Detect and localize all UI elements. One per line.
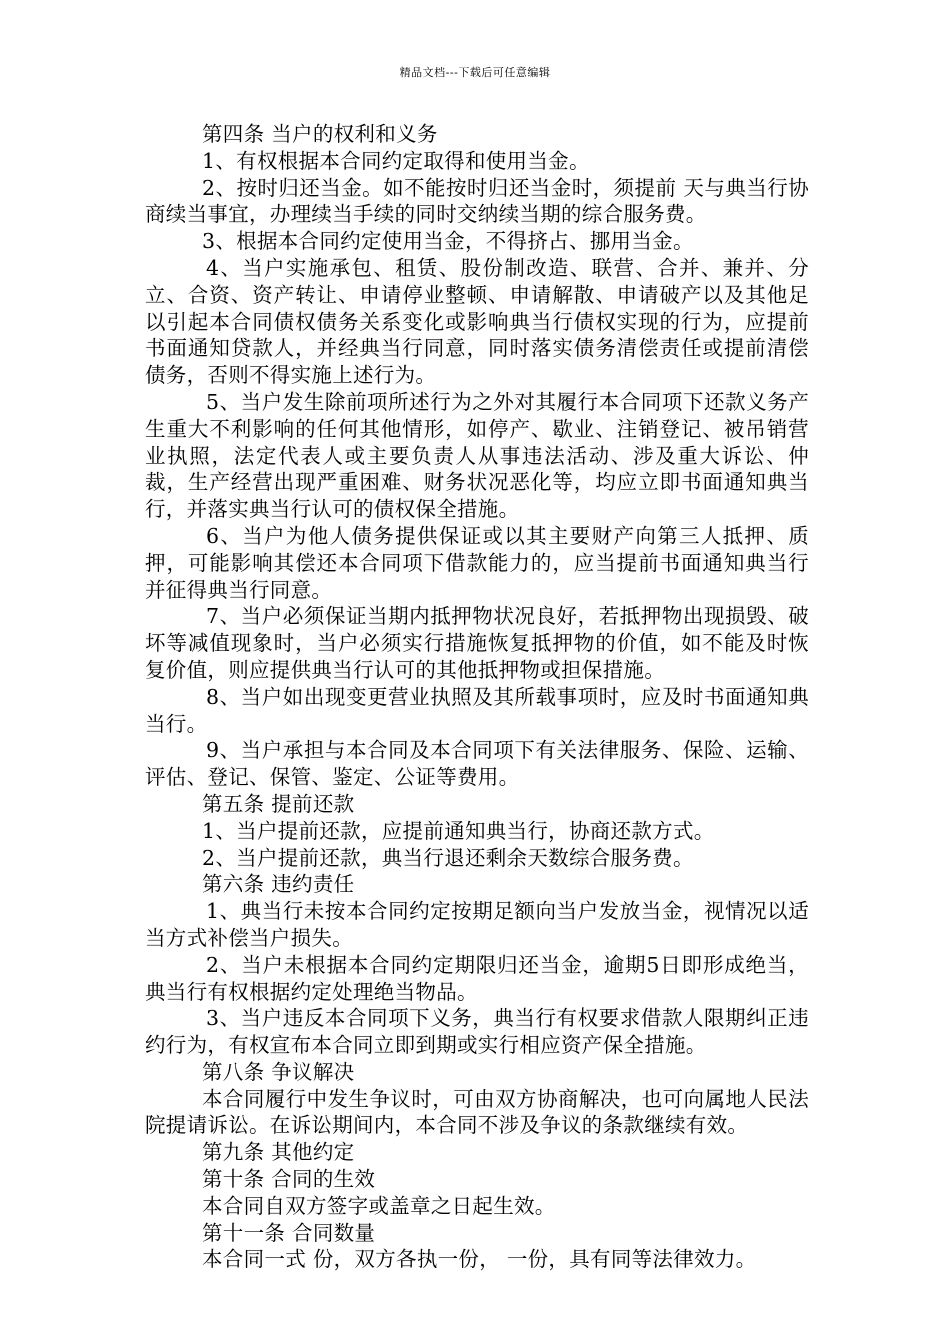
article-11-body: 本合同一式 份，双方各执一份， 一份，具有同等法律效力。 xyxy=(202,1247,757,1272)
article-8-body: 本合同履行中发生争议时，可由双方协商解决，也可向属地人民法院提请诉讼。在诉讼期间内，本合同不涉及争议的条款继续有效。 xyxy=(145,1086,809,1138)
article-4-clause-4: 4、当户实施承包、租赁、股份制改造、联营、合并、兼并、分立、合资、资产转让、申请停业整顿、申请解散、申请破产以及其他足以引起本合同债权债务关系变化或影响典当行债权实现的行为，应提前书面通知贷款人，并经典当行同意，同时落实债务清偿责任或提前清偿债务，否则不得实施上述行为。 xyxy=(145,255,809,388)
article-11-heading: 第十一条 合同数量 xyxy=(202,1220,376,1245)
article-4-clause-5: 5、当户发生除前项所述行为之外对其履行本合同项下还款义务产生重大不利影响的任何其他情形，如停产、歇业、注销登记、被吊销营业执照，法定代表人或主要负责人从事违法活动、涉及重大诉讼、仲裁，生产经营出现严重困难、财务状况恶化等，均应立即书面通知典当行，并落实典当行认可的债权保全措施。 xyxy=(145,389,809,522)
article-6-heading: 第六条 违约责任 xyxy=(202,872,355,897)
article-6-clause-2: 2、当户未根据本合同约定期限归还当金，逾期5日即形成绝当，典当行有权根据约定处理绝当物品。 xyxy=(145,952,809,1004)
article-4-clause-8: 8、当户如出现变更营业执照及其所载事项时，应及时书面通知典当行。 xyxy=(145,684,809,736)
article-4-clause-2: 2、按时归还当金。如不能按时归还当金时，须提前 天与典当行协商续当事宜，办理续当手续的同时交纳续当期的综合服务费。 xyxy=(145,175,809,227)
article-5-heading: 第五条 提前还款 xyxy=(202,791,355,816)
article-9-heading: 第九条 其他约定 xyxy=(202,1140,355,1165)
article-10-body: 本合同自双方签字或盖章之日起生效。 xyxy=(202,1193,556,1218)
article-6-clause-3: 3、当户违反本合同项下义务，典当行有权要求借款人限期纠正违约行为，有权宣布本合同立即到期或实行相应资产保全措施。 xyxy=(145,1006,809,1058)
article-4-clause-1: 1、有权根据本合同约定取得和使用当金。 xyxy=(202,148,590,173)
page-header: 精品文档---下载后可任意编辑 xyxy=(399,66,551,79)
article-5-clause-2: 2、当户提前还款，典当行退还剩余天数综合服务费。 xyxy=(202,845,694,870)
document-body xyxy=(145,121,809,1273)
article-8-heading: 第八条 争议解决 xyxy=(202,1059,355,1084)
article-4-heading: 第四条 当户的权利和义务 xyxy=(202,122,438,146)
article-4-clause-7: 7、当户必须保证当期内抵押物状况良好，若抵押物出现损毁、破坏等减值现象时，当户必须实行措施恢复抵押物的价值，如不能及时恢复价值，则应提供典当行认可的其他抵押物或担保措施。 xyxy=(145,604,809,682)
article-5-clause-1: 1、当户提前还款，应提前通知典当行，协商还款方式。 xyxy=(202,818,715,843)
article-4-clause-9: 9、当户承担与本合同及本合同项下有关法律服务、保险、运输、评估、登记、保管、鉴定、公证等费用。 xyxy=(145,738,809,790)
article-4-clause-3: 3、根据本合同约定使用当金，不得挤占、挪用当金。 xyxy=(202,229,694,254)
article-10-heading: 第十条 合同的生效 xyxy=(202,1167,376,1192)
article-6-clause-1: 1、典当行未按本合同约定按期足额向当户发放当金，视情况以适当方式补偿当户损失。 xyxy=(145,899,809,950)
article-4-clause-6: 6、当户为他人债务提供保证或以其主要财产向第三人抵押、质押，可能影响其偿还本合同项下借款能力的，应当提前书面通知典当行并征得典当行同意。 xyxy=(145,523,809,602)
